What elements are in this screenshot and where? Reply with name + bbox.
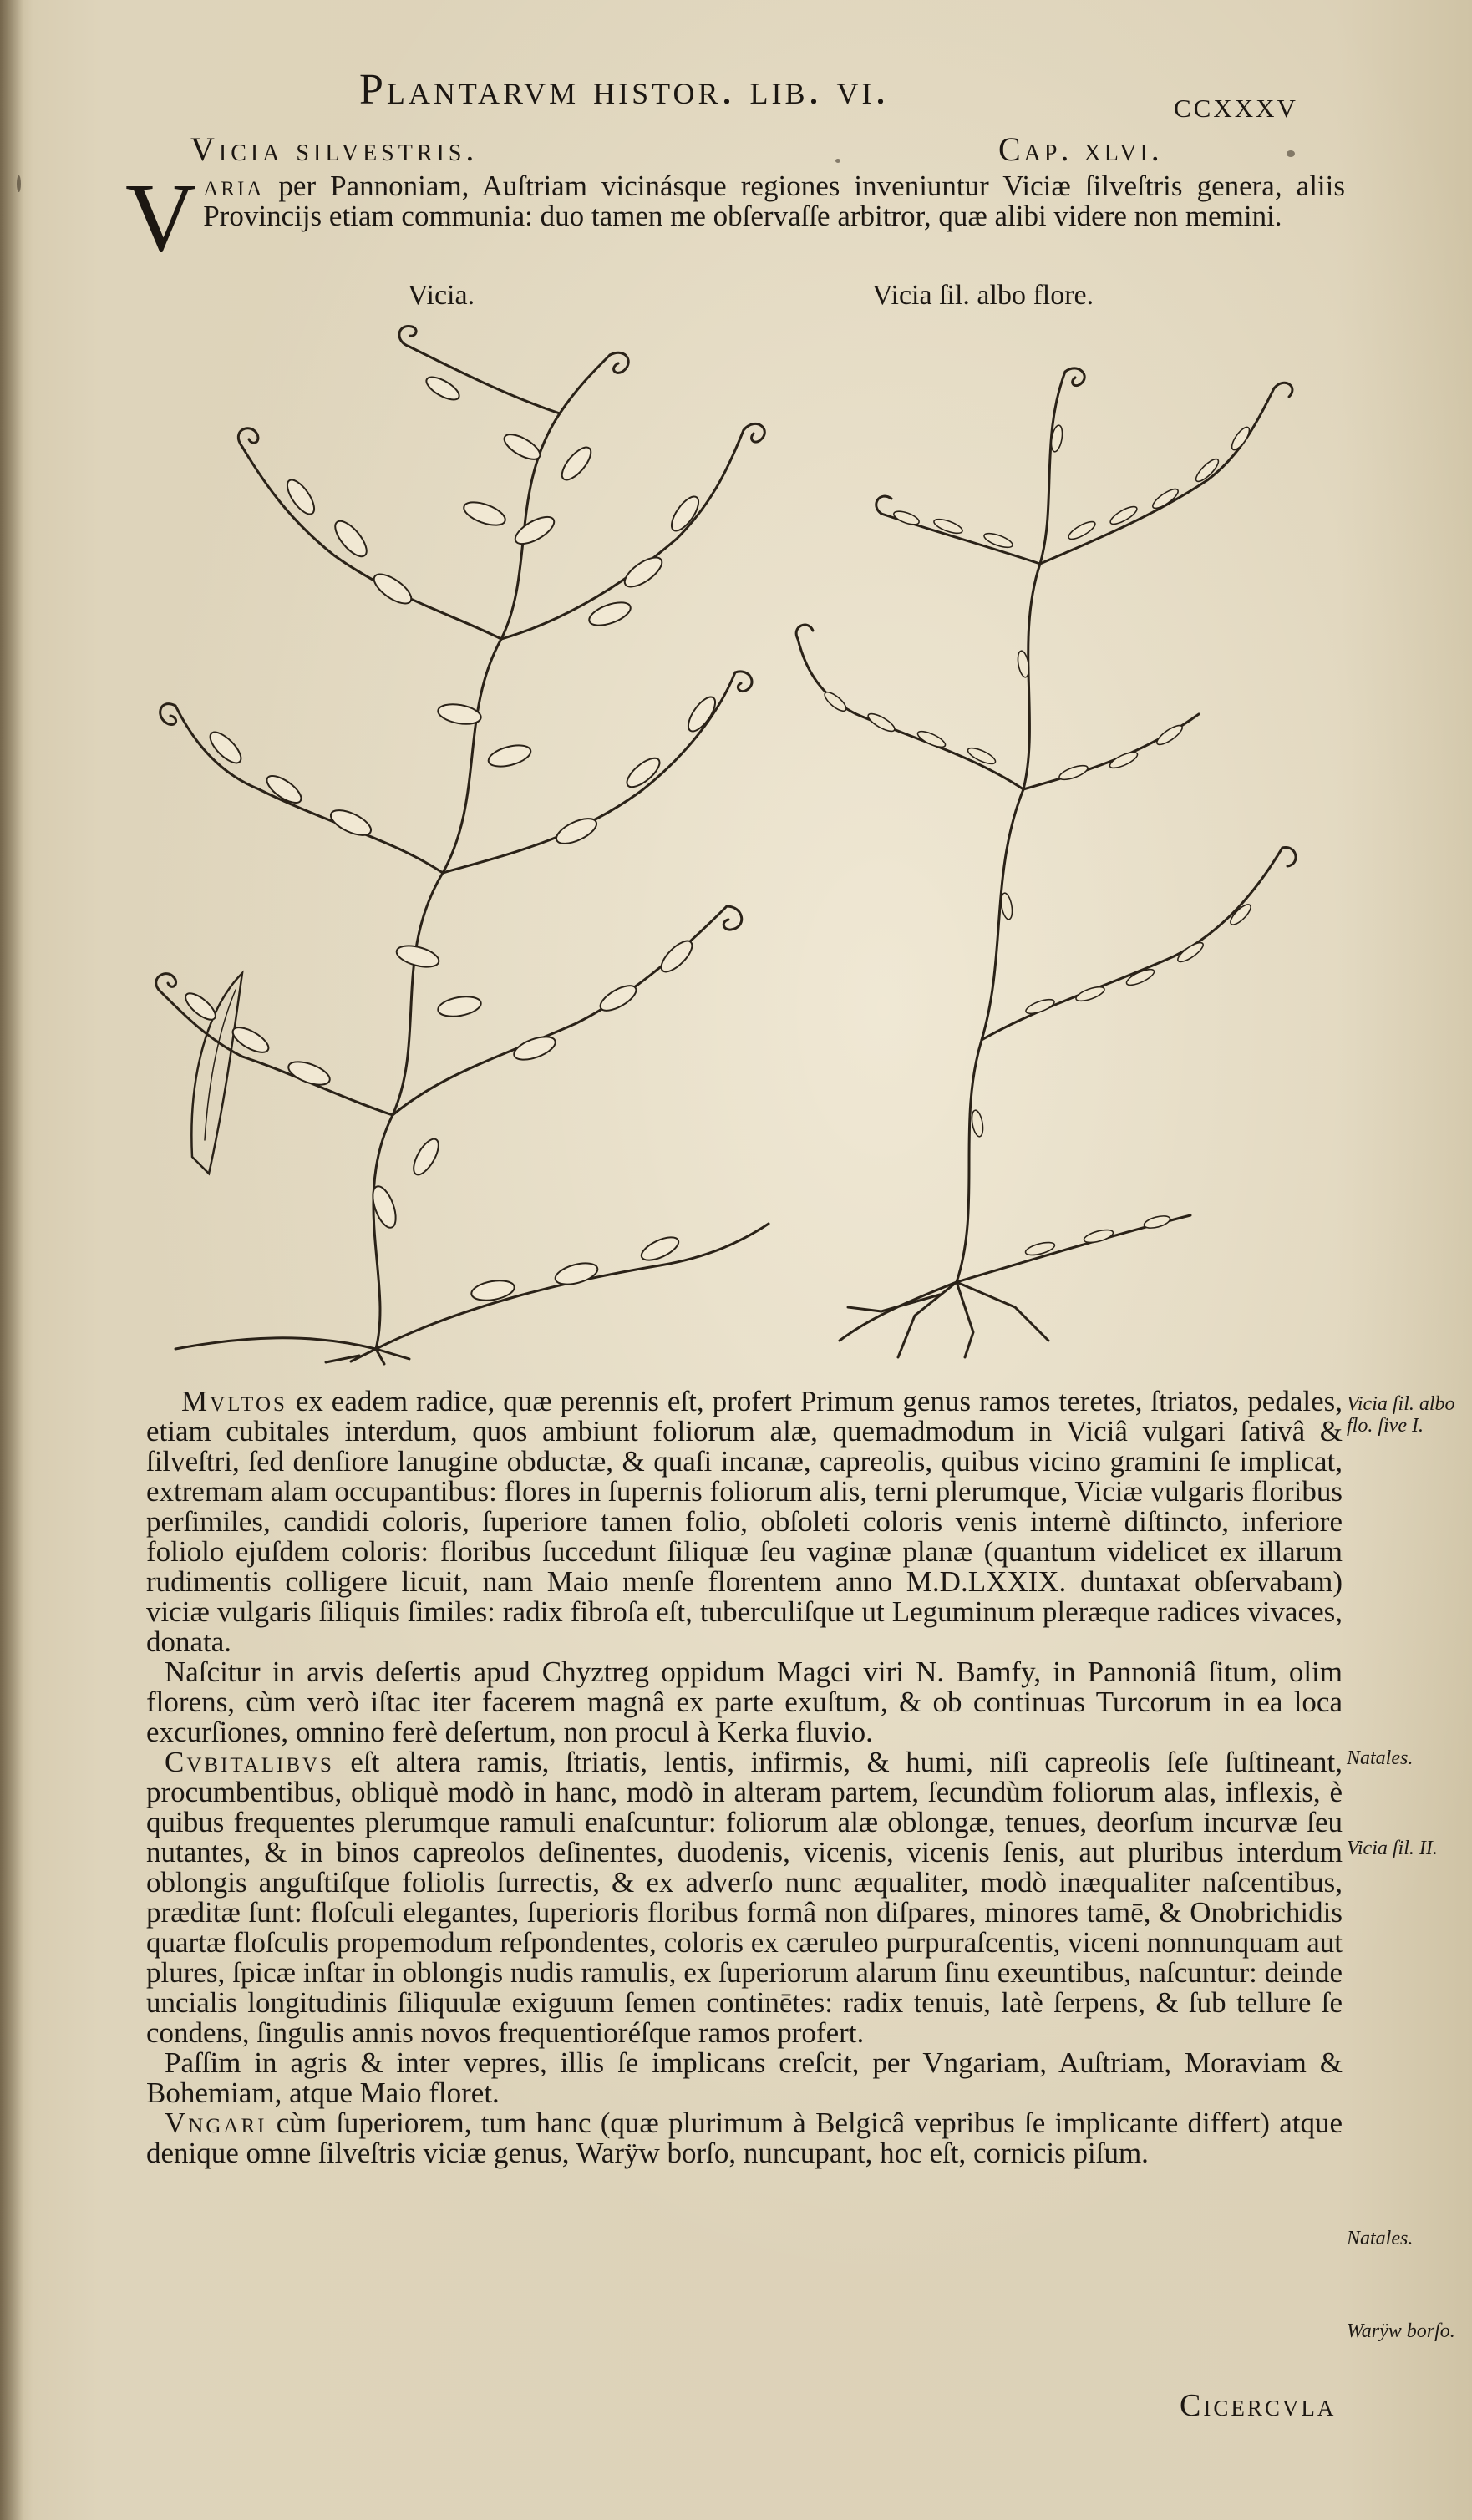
- running-head: Plantarvm histor. lib. vi.: [359, 66, 890, 114]
- figure-caption-right: Vicia ſil. albo flore.: [872, 280, 1094, 311]
- lead-word: Mvltos: [181, 1385, 287, 1417]
- margin-note-vicia-1: Vicia ſil. albo flo. ſive I.: [1347, 1393, 1455, 1437]
- intro-paragraph: [125, 163, 1345, 272]
- margin-note-natales-1: Natales.: [1347, 1747, 1414, 1769]
- paragraph-habitat-2: [146, 2048, 1343, 2108]
- intro-text: per Pannoniam, Auſtriam vicinásque regiones inveniuntur Viciæ ſilveſtris genera, aliis Provincijs etiam communia: duo tamen me obſervaſſe arbitror, quæ alibi videre non memini.: [203, 170, 1345, 232]
- folio-number: ccxxxv: [1174, 84, 1298, 125]
- paragraph-habitat-1: [146, 1657, 1343, 1747]
- paragraph-description-1: [146, 1387, 1343, 1657]
- catchword: Cicercvla: [1180, 2388, 1337, 2423]
- chapter-label: Cap. xlvi.: [998, 130, 1163, 168]
- paragraph-description-2: [146, 1747, 1343, 2048]
- margin-note-natales-2: Natales.: [1347, 2228, 1414, 2249]
- paragraph-text: Naſcitur in arvis deſertis apud Chyztreg oppidum Magci viri N. Bamfy, in Pannoniâ ſitum, olim florens, cùm verò iſtac iter facerem magnâ ex parte exuſtum, & ob continuas Turcorum in ea loca excurſiones, omnino ferè deſertum, non procul à Kerka fluvio.: [146, 1655, 1343, 1748]
- ink-speck: [17, 175, 21, 192]
- paragraph-text: cùm ſuperiorem, tum hanc (quæ plurimum à Belgicâ vepribus ſe implicante differt) atque denique omne ſilveſtris viciæ genus, Warÿw borſo, nuncupant, hoc eſt, cornicis piſum.: [146, 2107, 1343, 2169]
- intro-lead-word: aria: [203, 170, 265, 202]
- ink-speck: [1287, 150, 1295, 157]
- section-title: Vicia silvestris.: [190, 130, 479, 168]
- paragraph-names: [146, 2108, 1343, 2168]
- lead-word: Cvbitalibvs: [165, 1746, 334, 1778]
- margin-note-warjw: Warÿw borſo.: [1347, 2320, 1455, 2342]
- ink-speck: [835, 159, 840, 163]
- paragraph-text: Paſſim in agris & inter vepres, illis ſe implicans creſcit, per Vngariam, Auſtriam, Moraviam & Bohemiam, atque Maio floret.: [146, 2046, 1343, 2109]
- figure-caption-left: Vicia.: [408, 280, 475, 311]
- drop-cap: V: [125, 163, 197, 272]
- main-text: [146, 1387, 1343, 2168]
- gutter-shadow: [0, 0, 23, 2520]
- vicia-woodcut: [142, 322, 777, 1366]
- lead-word: Vngari: [165, 2107, 267, 2139]
- margin-note-vicia-2: Vicia ſil. II.: [1347, 1838, 1438, 1859]
- paragraph-text: ex eadem radice, quæ perennis eſt, profert Primum genus ramos teretes, ſtriatos, pedales, etiam cubitales interdum, quos ambiunt foliorum alæ, quemadmodum in Viciâ vulgari ſativâ & ſilveſtri, ſed denſiore lanugine obductæ, & quaſi incanæ, capreolis, quibus vicino gramini ſe implicat, extremam alam occupantibus: flores in ſupernis foliorum alis, terni plerumque, Viciæ vulgaris floribus perſimiles, candidi coloris, ſuperiore tamen folio, obſoleti coloris venis internè diſtincto, inferiore foliolo ejuſdem coloris: floribus ſuccedunt ſiliquæ ſeu vaginæ planæ (quantum videlicet ex illarum rudimentis colligere licuit, nam Maio menſe florentem anno M.D.LXXIX. duntaxat obſervabam) viciæ vulgaris ſiliquis ſimiles: radix fibroſa eſt, tuberculiſque ut Leguminum pleræque radices vivaces, donata.: [146, 1385, 1343, 1658]
- vicia-albo-flore-woodcut: [789, 322, 1307, 1366]
- paragraph-text: eſt altera ramis, ſtriatis, lentis, infirmis, & humi, niſi capreolis ſeſe ſuſtineant, procumbentibus, obliquè modò in hanc, modò in alteram partem, ſecundùm foliorum alas, inflexis, è quibus frequentes plerumque ramuli enaſcuntur: foliorum alæ oblongæ, tenues, deorſum incurvæ ſeu nutantes, & in binos capreolos deſinentes, duodenis, vicenis, vicenis ſenis, aut pluribus interdum oblongis anguſtiſque foliolis ſurrectis, & ex adverſo nunc æqualiter, modò inæqualiter naſcentibus, præditæ ſunt: floſculi elegantes, ſuperioris floribus formâ non diſpares, minores tamē, & Onobrichidis quartæ floſculis propemodum reſpondentes, coloris ex cæruleo purpuraſcentis, viceni nonnunquam aut plures, ſpicæ inſtar in oblongis nudis ramulis, ex ſuperiorum alarum ſinu exeuntibus, naſcuntur: deinde uncialis longitudinis ſiliquulæ exiguum ſemen continētes: radix tenuis, latè ſerpens, & ſub tellure ſe condens, ſingulis annis novos frequentioréſque ramos profert.: [146, 1746, 1343, 2049]
